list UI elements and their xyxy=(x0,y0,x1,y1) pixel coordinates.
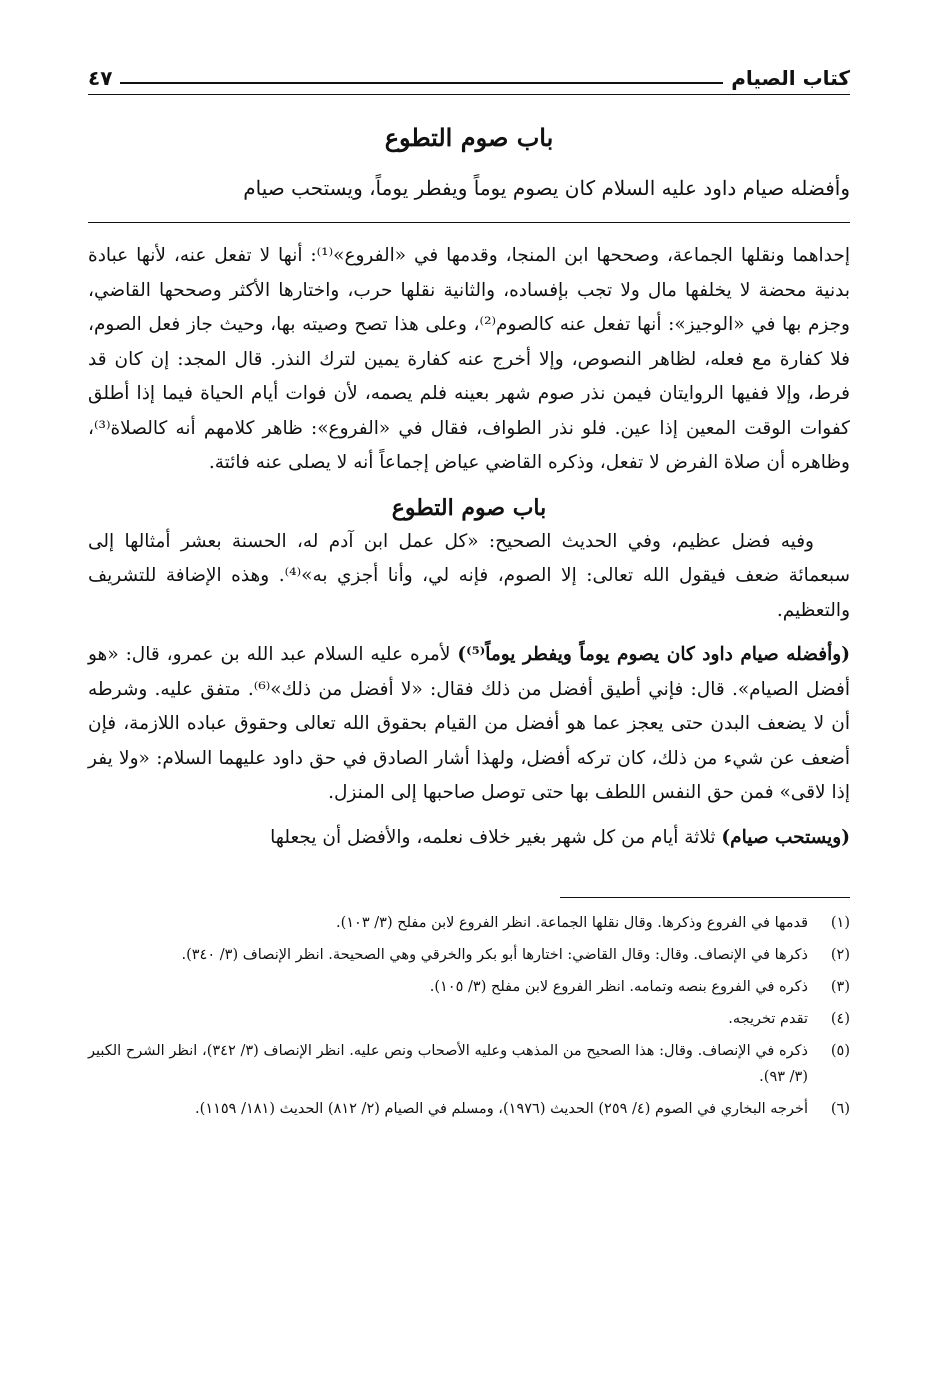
commentary-text-3: لأمره عليه السلام عبد الله بن عمرو، قال: «هو أفضل الصيام». قال: فإني أطيق أفضل من ذلك فقال: «لا أفضل من ذلك»⁽⁶⁾. متفق عليه. وشرطه أن لا يضعف البدن حتى يعجز عما هو أفضل من القيام بحقوق الله تعالى وحقوق عباده اللازمة، فإن أضعف عن شيء من ذلك، كان تركه أفضل، ولهذا أشار الصادق في حق داود عليهما السلام: «ولا يفر إذا لاقى» فمن حق النفس اللطف بها حتى توصل صاحبها إلى المنزل. xyxy=(88,644,850,803)
commentary-paragraph-4 xyxy=(88,821,850,856)
matn-quote-2: (ويستحب صيام) xyxy=(721,826,850,848)
footnote-number: (٣) xyxy=(830,979,850,995)
footnote-number: (٢) xyxy=(830,947,850,963)
matn-divider xyxy=(88,222,850,223)
footnote-text: ذكره في الفروع بنصه وتمامه. انظر الفروع لابن مفلح (٣/ ١٠٥). xyxy=(429,979,808,995)
chapter-title: باب صوم التطوع xyxy=(384,123,554,152)
commentary-paragraph-2: وفيه فضل عظيم، وفي الحديث الصحيح: «كل عمل ابن آدم له، الحسنة بعشر أمثالها إلى سبعمائة ضعف فيقول الله تعالى: إلا الصوم، فإنه لي، وأنا أجزي به»⁽⁴⁾. وهذه الإضافة للتشريف والتعظيم. xyxy=(88,530,850,621)
header-rule xyxy=(120,82,723,84)
footnote-text: أخرجه البخاري في الصوم (٤/ ٢٥٩) الحديث (١٩٧٦)، ومسلم في الصيام (٢/ ٨١٢) الحديث (١٨١/ ١١٥٩). xyxy=(195,1101,808,1117)
footnote-number: (٤) xyxy=(830,1011,850,1027)
footnote-text: ذكره في الإنصاف. وقال: هذا الصحيح من المذهب وعليه الأصحاب ونص عليه. انظر الإنصاف (٣/ ٣٤٢)، انظر الشرح الكبير (٣/ ٩٣). xyxy=(88,1043,809,1085)
footnote-number: (١) xyxy=(830,915,850,931)
footnote-number: (٦) xyxy=(830,1101,850,1117)
footnote-text: ذكرها في الإنصاف. وقال: وقال القاضي: اختارها أبو بكر والخرقي وهي الصحيحة. انظر الإنصاف (٣/ ٣٤٠). xyxy=(181,947,808,963)
footnotes xyxy=(88,910,850,1122)
footnote-item xyxy=(88,1038,850,1090)
commentary-paragraph-3 xyxy=(88,638,850,811)
matn-block xyxy=(88,123,850,223)
footnote-item xyxy=(88,910,850,936)
matn-text: وأفضله صيام داود عليه السلام كان يصوم يوماً ويفطر يوماً، ويستحب صيام xyxy=(243,176,850,200)
footnote-divider xyxy=(560,897,850,898)
header-divider xyxy=(88,94,850,95)
footnote-text: قدمها في الفروع وذكرها. وقال نقلها الجماعة. انظر الفروع لابن مفلح (٣/ ١٠٣). xyxy=(335,915,808,931)
footnote-item xyxy=(88,1096,850,1122)
footnote-item xyxy=(88,1006,850,1032)
page-number: ٤٧ xyxy=(88,66,113,90)
footnote-text: تقدم تخريجه. xyxy=(728,1011,808,1027)
book-page xyxy=(88,50,850,1128)
commentary-text-4: ثلاثة أيام من كل شهر بغير خلاف نعلمه، والأفضل أن يجعلها xyxy=(270,826,722,848)
matn-quote-1: (وأفضله صيام داود كان يصوم يوماً ويفطر يوماً⁽⁵⁾) xyxy=(457,644,850,665)
running-header xyxy=(88,50,850,90)
section-title: باب صوم التطوع xyxy=(391,494,547,521)
footnote-number: (٥) xyxy=(830,1043,850,1059)
commentary-block xyxy=(88,239,850,855)
footnote-item xyxy=(88,974,850,1000)
commentary-paragraph-1: إحداهما ونقلها الجماعة، وصححها ابن المنجا، وقدمها في «الفروع»⁽¹⁾: أنها لا تفعل عنه، لأنها عبادة بدنية محضة لا يخلفها مال ولا تجب بإفساده، والثانية نقلها حرب، واختارها الأكثر وصححها القاضي، وجزم بها في «الوجيز»: أنها تفعل عنه كالصوم⁽²⁾، وعلى هذا تصح وصيته بها، وحيث جاز فعل الصوم، فلا كفارة مع فعله، لظاهر النصوص، وإلا أخرج عنه كفارة يمين لترك النذر. قال المجد: إن كان قد فرط، وإلا ففيها الروايتان فيمن نذر صوم شهر بعينه فلم يصمه، لأن فوات أيام الحياة فيما إذا أطلق كفوات الوقت المعين إذا عين. فلو نذر الطواف، فقال في «الفروع»: ظاهر كلامهم أنه كالصلاة⁽³⁾، وظاهره أن صلاة الفرض لا تفعل، وذكره القاضي عياض إجماعاً أنه لا يصلى عنه فائتة. xyxy=(88,245,850,473)
footnote-item xyxy=(88,942,850,968)
book-title: كتاب الصيام xyxy=(731,66,850,90)
